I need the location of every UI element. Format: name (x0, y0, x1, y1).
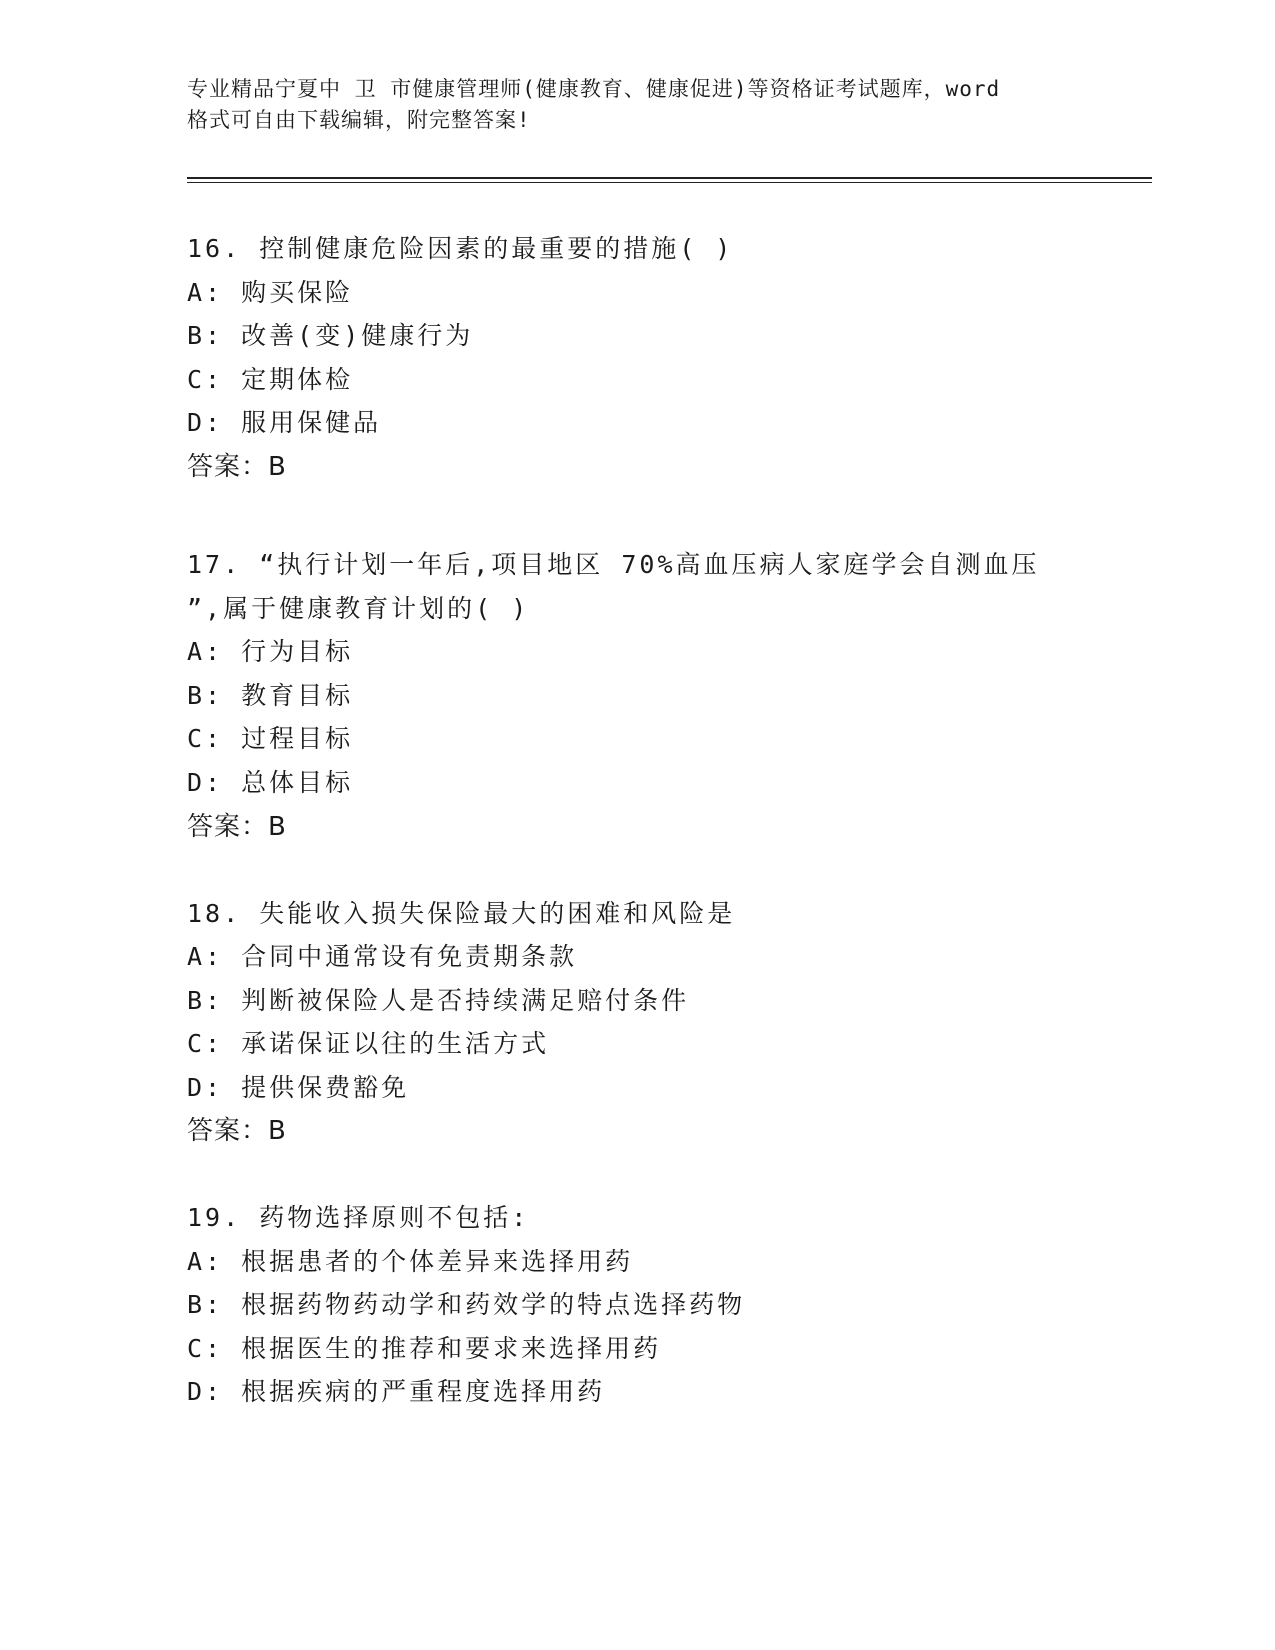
question-16-option-d: D: 服用保健品 (187, 408, 382, 437)
question-16-answer: 答案：B (187, 452, 287, 482)
question-17-option-c: C: 过程目标 (187, 724, 354, 753)
question-17-option-b: B: 教育目标 (187, 681, 354, 710)
question-19-option-d: D: 根据疾病的严重程度选择用药 (187, 1377, 606, 1406)
question-16-option-c: C: 定期体检 (187, 365, 354, 394)
question-18-option-b: B: 判断被保险人是否持续满足赔付条件 (187, 986, 690, 1015)
header-rule-thick (187, 177, 1152, 179)
header-line-1: 专业精品宁夏中 卫 市健康管理师(健康教育、健康促进)等资格证考试题库，word (187, 77, 1001, 101)
document-header (187, 74, 1087, 136)
question-17-option-d: D: 总体目标 (187, 768, 354, 797)
question-18-stem: 18. 失能收入损失保险最大的困难和风险是 (187, 899, 736, 928)
question-19-option-a: A: 根据患者的个体差异来选择用药 (187, 1247, 634, 1276)
question-17-stem-line-1: 17. “执行计划一年后,项目地区 70%高血压病人家庭学会自测血压 (187, 550, 1040, 579)
question-19-option-b: B: 根据药物药动学和药效学的特点选择药物 (187, 1290, 746, 1319)
question-17-stem-line-2: ”,属于健康教育计划的( ) (187, 594, 530, 623)
question-18-answer: 答案：B (187, 1116, 287, 1146)
header-rule-thin (187, 182, 1152, 183)
question-19-stem: 19. 药物选择原则不包括: (187, 1203, 530, 1232)
question-17-option-a: A: 行为目标 (187, 637, 354, 666)
question-18-option-c: C: 承诺保证以往的生活方式 (187, 1029, 550, 1058)
question-16-option-a: A: 购买保险 (187, 278, 354, 307)
question-17-answer: 答案：B (187, 812, 287, 842)
header-line-2: 格式可自由下载编辑，附完整答案! (187, 108, 531, 132)
question-18-option-d: D: 提供保费豁免 (187, 1073, 410, 1102)
question-16-stem: 16. 控制健康危险因素的最重要的措施( ) (187, 234, 734, 263)
question-19-option-c: C: 根据医生的推荐和要求来选择用药 (187, 1334, 662, 1363)
question-16-option-b: B: 改善(变)健康行为 (187, 321, 474, 350)
question-18-option-a: A: 合同中通常设有免责期条款 (187, 942, 578, 971)
